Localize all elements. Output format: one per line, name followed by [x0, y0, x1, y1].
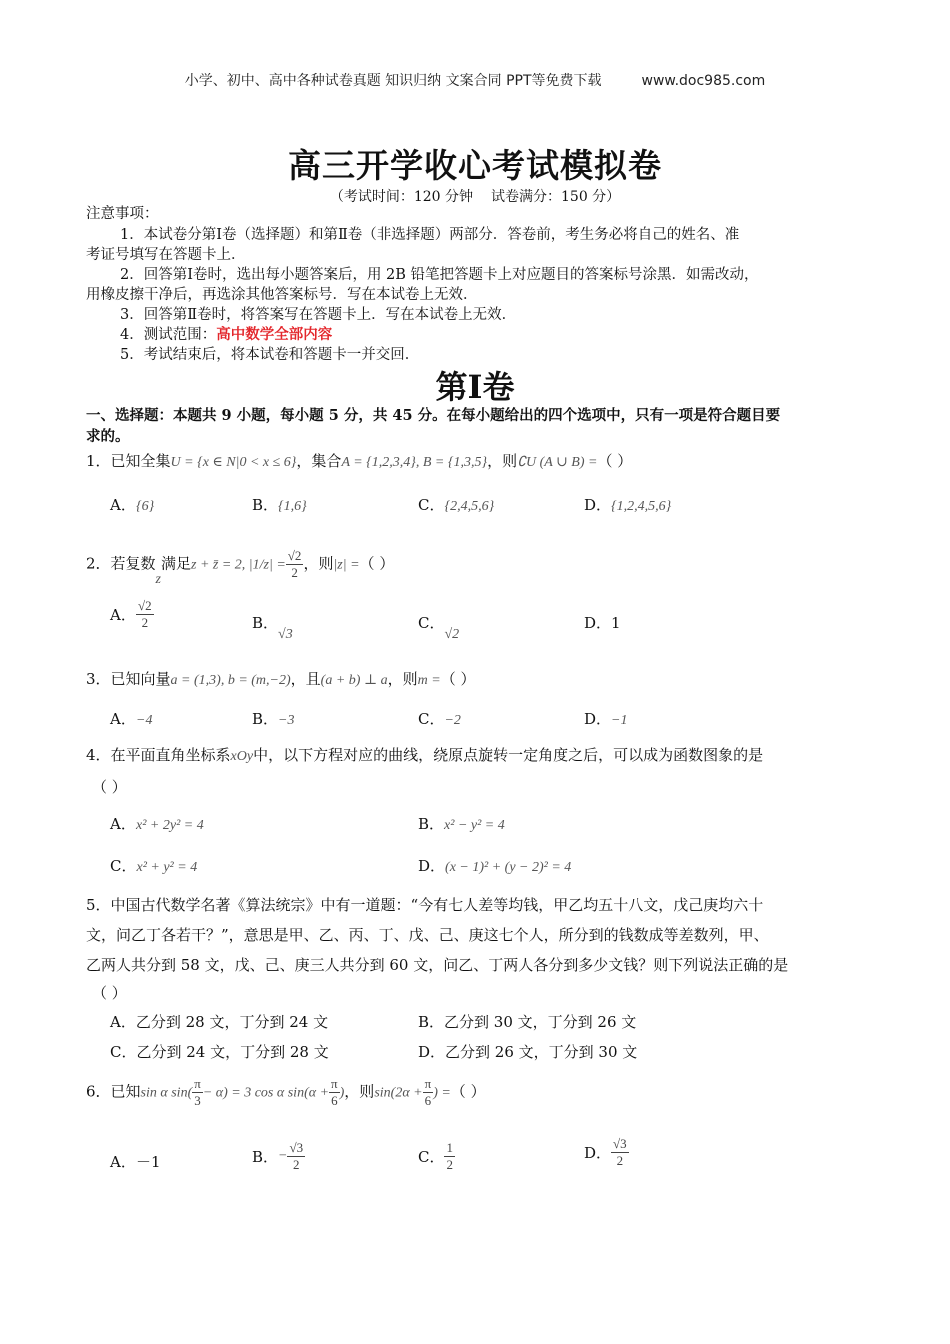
q6-text-b: ，则 [344, 1082, 375, 1101]
frac-denominator: 2 [141, 615, 149, 630]
note-2a: 2．回答第Ⅰ卷时，选出每小题答案后，用 2B 铅笔把答题卡上对应题目的答案标号涂黑．如需改动， [120, 267, 759, 283]
q2-frac-sqrt2-over-2 [286, 548, 304, 581]
option-label: C． [110, 857, 137, 875]
q6-math-part4: ) [339, 1085, 345, 1101]
q3-option-b[interactable] [252, 708, 294, 729]
q5-option-b[interactable]: B．乙分到 30 文，丁分到 26 文 [418, 1013, 637, 1031]
option-value: {1,2,4,5,6} [611, 499, 672, 514]
section-heading-line2: 求的。 [86, 428, 130, 445]
option-label: B． [252, 710, 279, 728]
q4-text-b: 中，以下方程对应的曲线，绕原点旋转一定角度之后，可以成为函数图象的是 [253, 746, 764, 764]
q1-option-b[interactable] [252, 494, 307, 515]
option-value: √2 [444, 627, 460, 642]
q1-option-d[interactable] [584, 494, 671, 515]
q1-text-a: 1．已知全集 [86, 452, 171, 470]
q2-text-b: 满足 [161, 554, 192, 573]
q1-text-c: ，则 [487, 452, 518, 470]
q3-option-a[interactable] [110, 708, 152, 729]
q2-text-a: 2．若复数 [86, 554, 156, 573]
frac-numerator: √2 [138, 598, 152, 613]
frac-numerator: 1 [446, 1140, 453, 1155]
q5-line-3: 乙两人共分到 58 文，戊、己、庚三人共分到 60 文，问乙、丁两人各分到多少文钱？则下列说法正确的是 [86, 956, 789, 974]
q6-math-part1: sin α sin( [140, 1085, 193, 1101]
frac-denominator: 2 [446, 1157, 453, 1172]
option-label: D． [418, 857, 446, 875]
q4-text-a: 4．在平面直角坐标系 [86, 746, 231, 764]
q1-option-c[interactable] [418, 494, 494, 515]
q5-option-d[interactable]: D．乙分到 26 文，丁分到 30 文 [418, 1043, 638, 1061]
option-value: 1 [611, 614, 621, 632]
q2-option-d[interactable] [584, 612, 621, 633]
frac-numerator: √3 [613, 1136, 627, 1151]
option-value: －1 [136, 1153, 161, 1171]
note-5: 5．考试结束后，将本试卷和答题卡一并交回． [120, 347, 420, 363]
header-site-link[interactable]: www.doc985.com [641, 73, 766, 89]
option-label: A． [110, 496, 136, 514]
q4-option-b[interactable] [418, 813, 505, 834]
q5-line-1: 5．中国古代数学名著《算法统宗》中有一道题：“今有七人差等均钱，甲乙均五十八文，戊己庚均六十 [86, 896, 764, 914]
q6-option-a[interactable] [110, 1151, 161, 1172]
q4-option-d[interactable] [418, 855, 571, 876]
exam-time: （考试时间：120 分钟 [329, 189, 473, 205]
q6-frac-pi-over-3 [192, 1076, 203, 1109]
question-6 [86, 1076, 486, 1109]
option-label: D． [584, 1144, 612, 1162]
q2-option-b[interactable] [252, 612, 293, 642]
option-value: −4 [136, 713, 153, 728]
frac-numerator: π [194, 1076, 201, 1091]
option-value: −1 [611, 713, 628, 728]
note-2b: 用橡皮擦干净后，再选涂其他答案标号．写在本试卷上无效． [86, 287, 478, 303]
option-value: {6} [136, 499, 155, 514]
frac-numerator: √3 [289, 1140, 304, 1155]
q3-math-perp: (a + b) ⊥ a [320, 673, 388, 688]
frac-denominator: 6 [331, 1093, 338, 1108]
question-3 [86, 668, 475, 689]
note-1a: 1．本试卷分第Ⅰ卷（选择题）和第Ⅱ卷（非选择题）两部分．答卷前，考生务必将自己的姓名、准 [120, 227, 740, 243]
option-frac [444, 1140, 455, 1173]
q6-blank: （ ） [450, 1082, 486, 1101]
q6-text-a: 6．已知 [86, 1082, 141, 1101]
note-4-prefix: 4．测试范围： [120, 327, 217, 343]
q4-math-xoy: xOy [230, 749, 254, 764]
frac-denominator: 6 [424, 1093, 432, 1108]
q3-text-c: ，则 [387, 670, 418, 688]
q1-option-a[interactable] [110, 494, 154, 515]
q5-option-c[interactable]: C．乙分到 24 文，丁分到 28 文 [110, 1043, 329, 1061]
q1-math-sets: A = {1,2,3,4}, B = {1,3,5} [341, 455, 488, 470]
option-sign: − [278, 1148, 288, 1164]
option-value: {1,6} [278, 499, 307, 514]
option-label: B． [252, 1148, 279, 1166]
q2-option-a[interactable] [110, 598, 154, 631]
frac-numerator: π [424, 1076, 432, 1091]
option-label: A． [110, 815, 136, 833]
option-value: x² − y² = 4 [444, 818, 505, 833]
option-label: A． [110, 606, 136, 624]
frac-numerator: π [331, 1076, 338, 1091]
option-label: B． [252, 614, 279, 632]
notes-heading: 注意事项： [86, 206, 159, 222]
page-header [0, 70, 950, 90]
q3-blank: （ ） [440, 670, 476, 688]
q3-math-vectors: a = (1,3), b = (m,−2) [170, 673, 291, 688]
q4-blank: （ ） [92, 778, 127, 796]
q6-math-part3: (α + [304, 1085, 330, 1101]
option-label: C． [418, 1148, 445, 1166]
question-4 [86, 744, 763, 765]
header-text: 小学、初中、高中各种试卷真题 知识归纳 文案合同 PPT等免费下载 [184, 73, 602, 89]
option-label: C． [418, 710, 445, 728]
q1-blank: （ ） [597, 452, 633, 470]
option-value: x² + 2y² = 4 [136, 818, 204, 833]
q2-blank: （ ） [359, 554, 395, 573]
q4-option-a[interactable] [110, 813, 204, 834]
q1-math-complement: ∁U (A ∪ B) = [517, 455, 598, 470]
question-2 [86, 548, 395, 587]
frac-denominator: 2 [293, 1157, 300, 1172]
exam-score: 试卷满分：150 分） [491, 189, 621, 205]
q4-option-c[interactable] [110, 855, 197, 876]
option-label: D． [584, 614, 612, 632]
q3-text-a: 3．已知向量 [86, 670, 171, 688]
option-value: −2 [444, 713, 461, 728]
option-value: x² + y² = 4 [136, 860, 198, 875]
frac-numerator: √2 [287, 548, 302, 563]
option-label: C． [418, 496, 445, 514]
option-value: (x − 1)² + (y − 2)² = 4 [445, 860, 572, 875]
q5-option-a[interactable]: A．乙分到 28 文，丁分到 24 文 [110, 1013, 329, 1031]
note-4 [120, 325, 332, 345]
q6-option-d[interactable] [584, 1136, 629, 1169]
exam-subtitle [0, 186, 950, 206]
option-label: B． [252, 496, 279, 514]
q2-text-c: ，则 [303, 554, 334, 573]
q1-math-universal-set: U = {x ∈ N|0 < x ≤ 6} [170, 455, 297, 470]
q2-math-condition: z + z̄ = 2, |1/z| = [191, 557, 286, 573]
q6-math-target-b: ) = [433, 1085, 451, 1101]
option-value: −3 [278, 713, 295, 728]
q6-math-part2: − α) = 3 cos α sin [202, 1085, 305, 1101]
q6-option-b[interactable] [252, 1140, 305, 1173]
q2-option-c[interactable] [418, 612, 460, 642]
volume-title: 第Ⅰ卷 [435, 368, 515, 406]
q2-math-z: z [155, 571, 161, 587]
option-value: {2,4,5,6} [444, 499, 495, 514]
option-label: A． [110, 1153, 136, 1171]
section-heading-line1: 一、选择题：本题共 9 小题，每小题 5 分，共 45 分。在每小题给出的四个选项中，只有一项是符合题目要 [86, 407, 781, 424]
q6-math-target-a: sin(2α + [374, 1085, 423, 1101]
q6-frac-pi-over-6-b [423, 1076, 434, 1109]
frac-denominator: 3 [194, 1093, 201, 1108]
option-label: A． [110, 710, 136, 728]
q5-blank: （ ） [92, 984, 127, 1002]
q6-frac-pi-over-6 [329, 1076, 340, 1109]
q5-line-2: 文，问乙丁各若干？”，意思是甲、乙、丙、丁、戊、己、庚这七个人，所分到的钱数成等差数列，甲、 [86, 926, 769, 944]
exam-title: 高三开学收心考试模拟卷 [288, 146, 662, 185]
note-4-scope: 高中数学全部内容 [216, 326, 333, 343]
frac-denominator: 2 [616, 1153, 624, 1168]
q6-option-c[interactable] [418, 1140, 455, 1173]
option-value: √3 [278, 627, 293, 642]
q1-text-b: ，集合 [296, 452, 342, 470]
option-frac [287, 1140, 305, 1173]
option-frac [136, 598, 154, 631]
q3-text-b: ，且 [290, 670, 321, 688]
q3-math-m: m = [417, 673, 441, 688]
q2-math-modulus: |z| = [333, 557, 360, 573]
note-3: 3．回答第Ⅱ卷时，将答案写在答题卡上．写在本试卷上无效． [120, 307, 517, 323]
option-label: D． [584, 496, 612, 514]
option-label: B． [418, 815, 445, 833]
option-frac [611, 1136, 629, 1169]
note-1b: 考证号填写在答题卡上． [86, 247, 246, 263]
option-label: C． [418, 614, 445, 632]
q3-option-c[interactable] [418, 708, 461, 729]
q3-option-d[interactable] [584, 708, 627, 729]
question-1 [86, 450, 632, 471]
frac-denominator: 2 [291, 565, 298, 580]
option-label: D． [584, 710, 612, 728]
